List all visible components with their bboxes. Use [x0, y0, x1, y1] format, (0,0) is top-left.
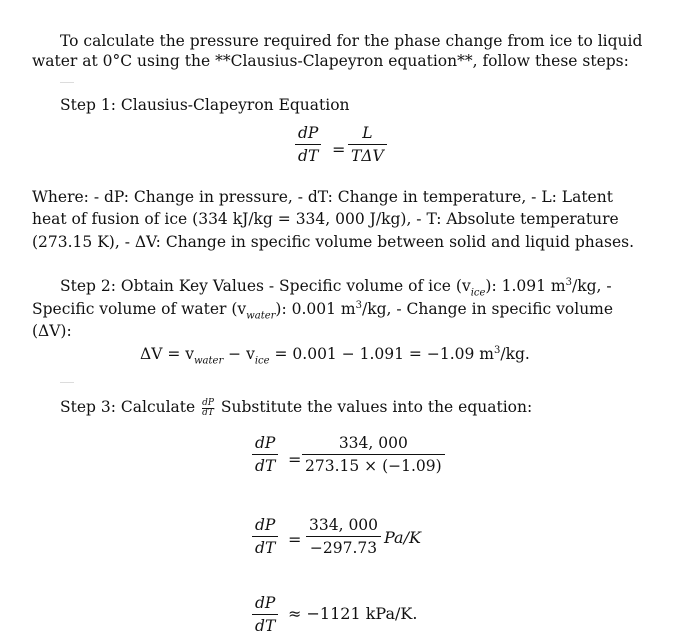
step2-line-3: (ΔV): [32, 322, 72, 340]
step3-eq2-lhs: dP dT [252, 516, 278, 557]
step3-eq1-lhs: dP dT [252, 434, 278, 475]
where-line-1: Where: - dP: Change in pressure, - dT: Change in temperature, - L: Latent [32, 188, 613, 206]
where-line-2: heat of fusion of ice (334 kJ/kg = 334, 000 J/kg), - T: Absolute temperature [32, 210, 619, 228]
equals-sign: = [332, 140, 346, 159]
equals-sign: = [288, 530, 302, 549]
step3-eq1-rhs: 334, 000 273.15 × (−1.09) [302, 434, 445, 475]
step3-eq2-rhs: 334, 000 −297.73 [306, 516, 381, 557]
step1-eq-lhs: dP dT [295, 124, 321, 165]
step3-eq2-unit: Pa/K [384, 528, 421, 547]
where-line-3: (273.15 K), - ΔV: Change in specific volume between solid and liquid phases. [32, 233, 634, 251]
intro-line-1: To calculate the pressure required for the phase change from ice to liquid [60, 32, 643, 50]
step2-equation: $\Delta V = v_{water} - v_{ice} = 0.001 - 1.091 = -1.09$ $m^3/kg$. [140, 345, 530, 367]
step1-title: Step 1: Clausius-Clapeyron Equation [60, 96, 350, 114]
separator [60, 82, 74, 83]
step3-title: Step 3: Calculate $\frac{dP}{dT}$ Substitute the values into the equation: [60, 397, 533, 418]
step3-eq3-lhs: dP dT [252, 594, 278, 635]
intro-line-2: water at 0°C using the **Clausius-Clapeyron equation**, follow these steps: [32, 52, 629, 70]
step1-eq-rhs: L TΔV [348, 124, 387, 165]
separator [60, 382, 74, 383]
step2-line-2: Specific volume of water $(v_{water})$: 0.001 $m^3/kg$, - Change in specific volume [32, 300, 614, 322]
step3-eq3-rhs: ≈ −1121 kPa/K. [288, 604, 418, 623]
equals-sign: = [288, 450, 302, 469]
step2-line-1: Step 2: Obtain Key Values - Specific volume of ice $(v_{ice})$: 1.091 $m^3/kg$, - [60, 277, 612, 299]
